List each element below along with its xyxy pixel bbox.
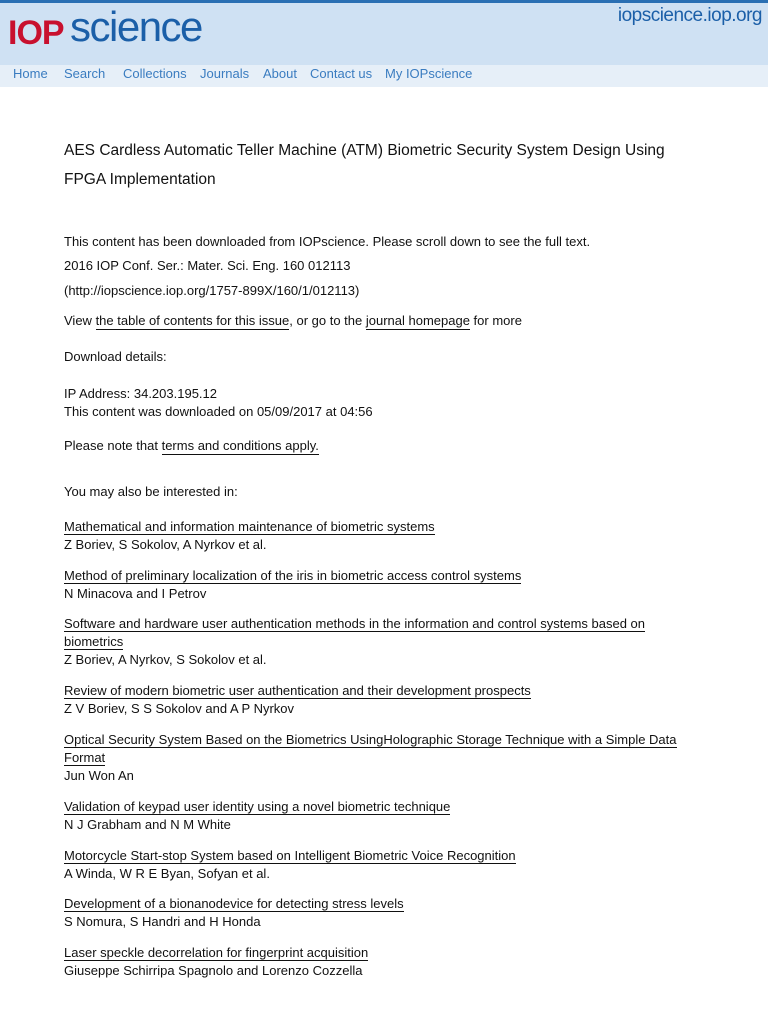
related-item	[64, 798, 704, 834]
related-authors: N Minacova and I Petrov	[64, 586, 207, 601]
site-header	[0, 3, 768, 65]
related-title-link[interactable]: Validation of keypad user identity using a novel biometric technique	[64, 799, 451, 814]
related-authors: A Winda, W R E Byan, Sofyan et al.	[64, 866, 270, 881]
article-title-line2: FPGA Implementation	[64, 171, 216, 188]
related-item	[64, 731, 704, 785]
related-title-link[interactable]: Laser speckle decorrelation for fingerprint acquisition	[64, 945, 369, 960]
related-item	[64, 895, 704, 931]
article-title	[64, 136, 704, 194]
related-title-link[interactable]: Review of modern biometric user authentication and their development prospects	[64, 683, 531, 698]
nav-my-iopscience[interactable]: My IOPscience	[385, 66, 473, 81]
view-middle: , or go to the	[289, 313, 366, 328]
citation: 2016 IOP Conf. Ser.: Mater. Sci. Eng. 160 012113	[64, 258, 351, 273]
ip-address: IP Address: 34.203.195.12	[64, 386, 217, 401]
site-url-link[interactable]: iopscience.iop.org	[617, 5, 762, 26]
related-item	[64, 944, 704, 980]
related-authors: Giuseppe Schirripa Spagnolo and Lorenzo Cozzella	[64, 963, 363, 978]
related-item	[64, 567, 704, 603]
related-authors: S Nomura, S Handri and H Honda	[64, 914, 261, 929]
related-item	[64, 847, 704, 883]
terms-link[interactable]: terms and conditions apply.	[161, 438, 319, 453]
related-authors: Jun Won An	[64, 768, 134, 783]
main-nav	[0, 65, 768, 87]
nav-journals[interactable]: Journals	[200, 66, 250, 81]
related-item	[64, 518, 704, 554]
nav-collections[interactable]: Collections	[123, 66, 187, 81]
related-authors: Z V Boriev, S S Sokolov and A P Nyrkov	[64, 701, 295, 716]
related-authors: Z Boriev, A Nyrkov, S Sokolov et al.	[64, 652, 267, 667]
view-line	[64, 313, 522, 329]
related-title-link[interactable]: Development of a bionanodevice for detecting stress levels	[64, 896, 404, 911]
related-title-link[interactable]: Mathematical and information maintenance of biometric systems	[64, 519, 435, 534]
related-title-link[interactable]: Method of preliminary localization of the iris in biometric access control systems	[64, 568, 522, 583]
toc-link[interactable]: the table of contents for this issue	[95, 313, 290, 328]
logo-iop-text: IOP	[8, 14, 64, 52]
article-title-line1: AES Cardless Automatic Teller Machine (ATM) Biometric Security System Design Using	[64, 142, 665, 159]
nav-home[interactable]: Home	[13, 66, 48, 81]
doi-url: (http://iopscience.iop.org/1757-899X/160/1/012113)	[64, 283, 360, 298]
view-suffix: for more	[469, 313, 522, 328]
related-title-link[interactable]: Optical Security System Based on the Biometrics UsingHolographic Storage Technique with a Simple Data Format	[64, 732, 677, 765]
journal-homepage-link[interactable]: journal homepage	[365, 313, 470, 328]
related-authors: N J Grabham and N M White	[64, 817, 231, 832]
nav-search[interactable]: Search	[64, 66, 106, 81]
related-heading: You may also be interested in:	[64, 484, 238, 499]
related-authors: Z Boriev, S Sokolov, A Nyrkov et al.	[64, 537, 267, 552]
nav-contact-us[interactable]: Contact us	[310, 66, 373, 81]
download-details-heading: Download details:	[64, 349, 167, 364]
terms-line	[64, 438, 319, 454]
related-title-link[interactable]: Software and hardware user authentication methods in the information and control systems based on biometrics	[64, 616, 646, 649]
related-title-link[interactable]: Motorcycle Start-stop System based on Intelligent Biometric Voice Recognition	[64, 848, 516, 863]
related-item	[64, 682, 704, 718]
nav-about[interactable]: About	[263, 66, 297, 81]
view-prefix: View	[64, 313, 96, 328]
downloaded-on: This content was downloaded on 05/09/2017 at 04:56	[64, 404, 373, 419]
related-item	[64, 615, 704, 669]
downloaded-note: This content has been downloaded from IOPscience. Please scroll down to see the full text.	[64, 234, 591, 249]
logo-science-text: science	[70, 3, 202, 50]
terms-prefix: Please note that	[64, 438, 162, 453]
